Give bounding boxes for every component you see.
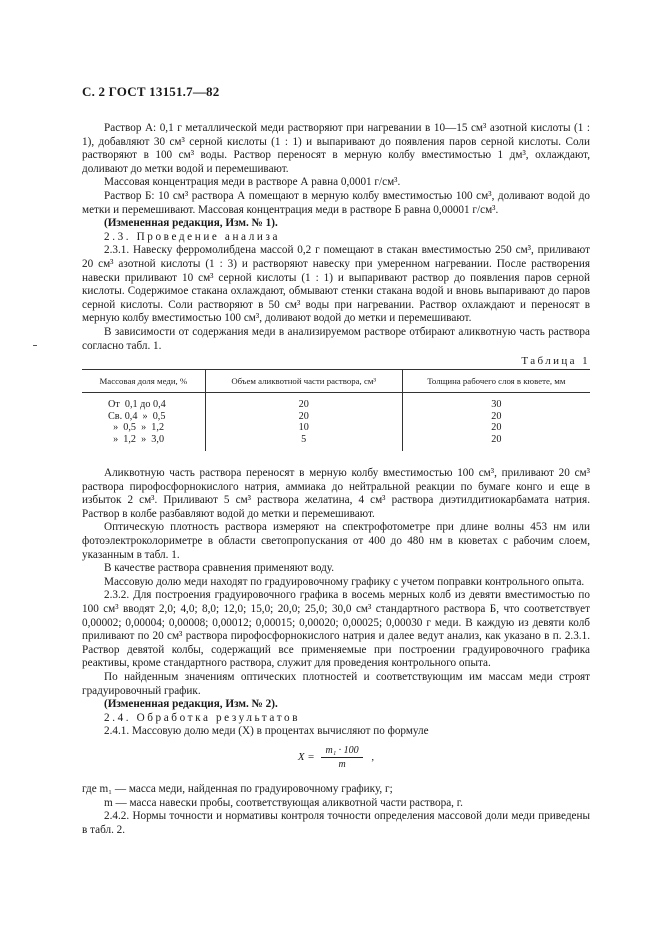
where-m: m — масса навески пробы, соответствующая аликвотной части раствора, г. bbox=[104, 796, 463, 809]
paragraph-found: По найденным значениям оптических плотностей и соответствующим им массам меди строят градуировочный график. bbox=[82, 671, 590, 697]
margin-mark bbox=[33, 345, 37, 346]
edit-note-1: (Измененная редакция, Изм. № 1). bbox=[104, 217, 278, 230]
table-header: Толщина рабочего слоя в кювете, мм bbox=[402, 370, 590, 393]
paragraph-solution-b: Раствор Б: 10 см³ раствора А помещают в мерную колбу вместимостью 100 см³, доливают водой до метки и перемешивают. Массовая концентрация меди в растворе Б равна 0,00001 г/см³. bbox=[82, 189, 590, 216]
table-row: Св. 0,4 » 0,5 20 20 bbox=[82, 411, 590, 423]
paragraph-2-4-1: 2.4.1. Массовую долю меди (X) в процентах вычисляют по формуле bbox=[104, 725, 429, 738]
table-1 bbox=[82, 369, 590, 451]
paragraph-after-table: Аликвотную часть раствора переносят в мерную колбу вместимостью 100 см³, приливают 20 см³ раствора пирофосфорнокислого натрия, аммиака до нейтральной реакции по бумаге конго и еще в избыток 2 см³. Приливают 5 см³ раствора желатина, 4 см³ раствора диэтилдитиокарбамата натрия. Раствор в колбе разбавляют водой до метки и перемешивают. bbox=[82, 467, 590, 520]
formula-denominator: m bbox=[338, 758, 346, 770]
table-1-caption: Таблица 1 bbox=[521, 355, 590, 368]
formula-lhs: X = bbox=[297, 751, 315, 764]
paragraph-2-3-2: 2.3.2. Для построения градуировочного графика в восемь мерных колб из девяти вместимостью по 100 см³ вводят 2,0; 4,0; 8,0; 12,0; 15,0; 20,0; 25,0; 30,0 см³ стандартного раствора Б, что соответствует 0,00002; 0,00004; 0,00008; 0,00012; 0,00015; 0,00020; 0,00025; 0,00030 г меди. В каждую из девяти колб приливают по 20 см³ раствора пирофосфорнокислого натрия и далее ведут анализ, как указано в п. 2.3.1. Раствор девятой колбы, содержащий все применяемые при построении градуировочного графика реактивы, кроме стандартного раствора, служит для проведения контрольного опыта. bbox=[82, 589, 590, 670]
formula-tail: , bbox=[371, 751, 375, 764]
paragraph-concentration-a: Массовая концентрация меди в растворе А равна 0,0001 г/см³. bbox=[104, 176, 401, 189]
page-header: С. 2 ГОСТ 13151.7—82 bbox=[82, 84, 220, 99]
where-m1: где m₁ — масса меди, найденная по градуировочному графику, г; bbox=[82, 782, 393, 795]
edit-note-2: (Измененная редакция, Изм. № 2). bbox=[104, 698, 278, 711]
section-2-4-heading: 2.4. Обработка результатов bbox=[104, 711, 301, 724]
table-row: » 0,5 » 1,2 10 20 bbox=[82, 422, 590, 434]
paragraph-optical: Оптическую плотность раствора измеряют на спектрофотометре при длине волны 453 нм или фотоэлектроколориметре в области светопропускания от 400 до 480 нм в кюветах с рабочим слоем, указанным в табл. 1. bbox=[82, 521, 590, 561]
table-row: » 1,2 » 3,0 5 20 bbox=[82, 434, 590, 452]
table-row: От 0,1 до 0,4 20 30 bbox=[82, 393, 590, 411]
paragraph-mass: Массовую долю меди находят по градуировочному графику с учетом поправки контрольного опыта. bbox=[104, 575, 585, 588]
formula-numerator: m₁ · 100 bbox=[321, 745, 362, 758]
paragraph-aliquot: В зависимости от содержания меди в анализируемом растворе отбирают аликвотную часть раствора согласно табл. 1. bbox=[82, 325, 590, 352]
document-page bbox=[82, 84, 590, 837]
table-header: Объем аликвотной части раствора, см³ bbox=[205, 370, 402, 393]
paragraph-2-3-1: 2.3.1. Навеску ферромолибдена массой 0,2 г помещают в стакан вместимостью 250 см³, приливают 20 см³ азотной кислоты (1 : 3) и растворяют навеску при умеренном нагревании. После растворения навески приливают 10 см³ серной кислоты (1 : 1) и выпаривают раствор до появления паров серной кислоты. Содержимое стакана охлаждают, обмывают стенки стакана водой и вновь выпаривают до паров серной кислоты. Соли растворяют в 50 см³ воды при нагревании. Раствор охлаждают и переносят в мерную колбу вместимостью 100 см³, доливают водой до метки и перемешивают. bbox=[82, 244, 590, 325]
formula bbox=[82, 745, 590, 775]
table-header: Массовая доля меди, % bbox=[82, 370, 205, 393]
section-2-3-heading: 2.3. Проведение анализа bbox=[104, 230, 281, 243]
formula-fraction bbox=[321, 745, 362, 770]
paragraph-solution-a: Раствор А: 0,1 г металлической меди растворяют при нагревании в 10—15 см³ азотной кислоты (1 : 1), добавляют 30 см³ серной кислоты (1 : 1) и выпаривают до появления паров серной кислоты. Соли растворяют в 100 см³ воды. Раствор переносят в мерную колбу вместимостью 1 дм³, охлаждают, доливают до метки водой и перемешивают. bbox=[82, 122, 590, 175]
paragraph-compare: В качестве раствора сравнения применяют воду. bbox=[104, 562, 335, 575]
paragraph-2-4-2: 2.4.2. Нормы точности и нормативы контроля точности определения массовой доли меди приведены в табл. 2. bbox=[82, 810, 590, 836]
